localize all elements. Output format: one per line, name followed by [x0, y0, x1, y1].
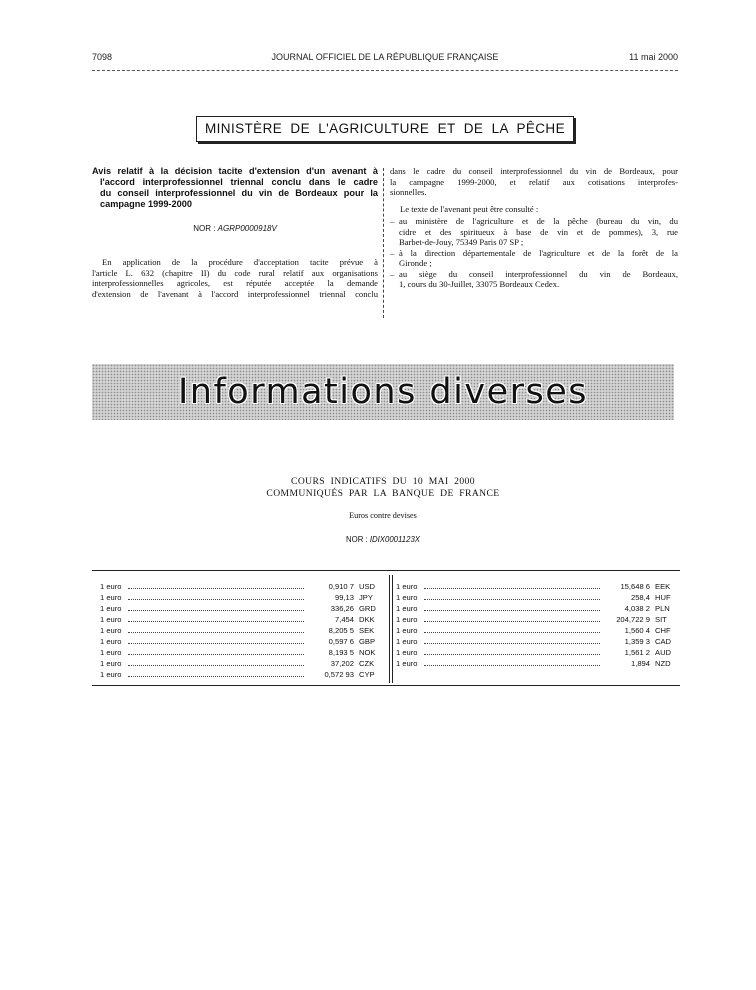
leader-dots: [424, 588, 600, 589]
avis-title-line: l'accord interprofessionnel triennal conclu dans le cadre: [100, 177, 378, 187]
list-dash: –: [390, 268, 395, 279]
rate-row: [100, 658, 376, 669]
rate-value: 0,597 6: [328, 637, 354, 646]
consult-item: [390, 216, 678, 248]
currency-code: EEK: [655, 582, 671, 591]
avis-body-line: interprofessionnelles agricoles, est réputée acceptée la demande: [92, 278, 378, 288]
rate-row: [100, 625, 376, 636]
leader-dots: [424, 643, 600, 644]
journal-title: JOURNAL OFFICIEL DE LA RÉPUBLIQUE FRANÇAISE: [271, 52, 499, 62]
leader-dots: [128, 643, 304, 644]
rate-label: 1 euro: [396, 648, 418, 657]
list-dash: –: [390, 216, 395, 226]
currency-code: PLN: [655, 604, 670, 613]
avis-title-line: campagne 1999-2000: [100, 199, 192, 209]
consult-list: [390, 216, 678, 290]
column-divider: [383, 168, 384, 318]
rate-label: 1 euro: [100, 626, 122, 635]
rate-value: 4,038 2: [624, 604, 650, 613]
rate-value: 1,560 4: [624, 626, 650, 635]
currency-code: HUF: [655, 593, 671, 602]
rate-row: [100, 669, 376, 680]
rate-value: 1,359 3: [624, 637, 650, 646]
avis-body-line: d'extension de l'avenant à l'accord interprofessionnel triennal conclu: [92, 288, 378, 299]
leader-dots: [424, 610, 600, 611]
ministry-title-box: [196, 116, 574, 142]
rate-value: 0,910 7: [328, 582, 354, 591]
currency-code: CZK: [359, 659, 375, 668]
currency-code: CHF: [655, 626, 671, 635]
rate-row: [396, 603, 672, 614]
rate-row: [396, 636, 672, 647]
rate-label: 1 euro: [396, 659, 418, 668]
rate-value: 8,205 5: [328, 626, 354, 635]
currency-code: AUD: [655, 648, 672, 657]
cours-subtitle: Euros contre devises: [349, 511, 417, 520]
rate-label: 1 euro: [396, 637, 418, 646]
rate-label: 1 euro: [100, 604, 122, 613]
rate-row: [396, 658, 672, 669]
banner-title: Informations diverses: [177, 372, 589, 412]
avis-continuation-line: sionnelles.: [390, 187, 427, 197]
rate-row: [396, 614, 672, 625]
nor-label: NOR :: [346, 535, 368, 544]
consult-item-line: à la direction départementale de l'agriculture et de la forêt de la: [399, 247, 678, 258]
avis-continuation-line: la campagne 1999-2000, et relatif aux cotisations interprofes-: [390, 176, 678, 187]
rate-row: [396, 647, 672, 658]
rate-value: 336,26: [330, 604, 354, 613]
cours-title-line2: COMMUNIQUÉS PAR LA BANQUE DE FRANCE: [266, 488, 500, 499]
avis-body: [92, 257, 378, 299]
rate-label: 1 euro: [100, 670, 122, 679]
header-rule: [92, 70, 678, 71]
cours-title-line1: COURS INDICATIFS DU 10 MAI 2000: [291, 476, 475, 487]
rate-row: [396, 581, 672, 592]
rates-table: [92, 570, 680, 686]
leader-dots: [128, 599, 304, 600]
right-column: [390, 166, 678, 290]
rate-row: [100, 614, 376, 625]
page-header: [92, 52, 678, 66]
section-banner: [92, 364, 674, 420]
leader-dots: [424, 654, 600, 655]
rate-value: 1,561 2: [624, 648, 650, 657]
currency-code: JPY: [359, 593, 373, 602]
currency-code: DKK: [359, 615, 375, 624]
rate-label: 1 euro: [396, 593, 418, 602]
rate-label: 1 euro: [100, 582, 122, 591]
rate-value: 37,202: [330, 659, 354, 668]
rate-row: [100, 592, 376, 603]
rate-label: 1 euro: [100, 659, 122, 668]
consult-item: [390, 248, 678, 269]
leader-dots: [128, 632, 304, 633]
currency-code: NZD: [655, 659, 671, 668]
rate-value: 8,193 5: [328, 648, 354, 657]
currency-code: USD: [359, 582, 376, 591]
rate-label: 1 euro: [100, 593, 122, 602]
leader-dots: [424, 599, 600, 600]
rate-value: 258,4: [630, 593, 650, 602]
currency-code: CYP: [359, 670, 375, 679]
cours-heading: [92, 476, 674, 546]
leader-dots: [424, 621, 600, 622]
leader-dots: [128, 588, 304, 589]
currency-code: NOK: [359, 648, 376, 657]
avis-continuation-line: dans le cadre du conseil interprofessionnel du vin de Bordeaux, pour: [390, 166, 678, 176]
rate-value: 0,572 93: [324, 670, 354, 679]
rate-row: [396, 592, 672, 603]
rates-column-right: [396, 581, 672, 669]
leader-dots: [424, 665, 600, 666]
rate-row: [100, 581, 376, 592]
rate-row: [100, 647, 376, 658]
page-number: 7098: [92, 52, 113, 62]
rate-value: 204,722 9: [616, 615, 650, 624]
avis-nor: [92, 224, 378, 233]
rates-column-divider: [389, 575, 393, 683]
rate-value: 99,13: [334, 593, 354, 602]
leader-dots: [424, 632, 600, 633]
rate-label: 1 euro: [396, 582, 418, 591]
consult-item: [390, 269, 678, 290]
publication-date: 11 mai 2000: [629, 52, 678, 62]
rate-label: 1 euro: [396, 626, 418, 635]
consult-item-line: au ministère de l'agriculture et de la pêche (bureau du vin, du: [399, 216, 678, 226]
list-dash: –: [390, 247, 395, 258]
rate-label: 1 euro: [100, 637, 122, 646]
currency-code: SIT: [655, 615, 667, 624]
rate-label: 1 euro: [396, 615, 418, 624]
rate-row: [100, 636, 376, 647]
rate-row: [396, 625, 672, 636]
leader-dots: [128, 621, 304, 622]
consult-item-line: Gironde ;: [399, 258, 432, 268]
leader-dots: [128, 665, 304, 666]
rate-label: 1 euro: [100, 615, 122, 624]
avis-title-line: du conseil interprofessionnel du vin de Bordeaux pour la: [100, 188, 378, 198]
leader-dots: [128, 676, 304, 677]
left-column: [92, 166, 378, 299]
consult-item-line: Barbet-de-Jouy, 75349 Paris 07 SP ;: [399, 237, 524, 247]
rate-value: 1,894: [630, 659, 650, 668]
nor-code: IDIX0001123X: [369, 535, 420, 544]
consult-item-line: au siège du conseil interprofessionnel du vin de Bordeaux,: [399, 268, 678, 279]
leader-dots: [128, 654, 304, 655]
rate-label: 1 euro: [100, 648, 122, 657]
rate-row: [100, 603, 376, 614]
avis-body-line: l'article L. 632 (chapitre II) du code rural relatif aux organisations: [92, 267, 378, 278]
consult-intro: Le texte de l'avenant peut être consulté :: [400, 203, 539, 214]
rate-value: 7,454: [334, 615, 354, 624]
currency-code: CAD: [655, 637, 672, 646]
rate-label: 1 euro: [396, 604, 418, 613]
cours-nor: [92, 534, 674, 546]
leader-dots: [128, 610, 304, 611]
rates-column-left: [100, 581, 376, 680]
currency-code: SEK: [359, 626, 375, 635]
consult-item-line: 1, cours du 30-Juillet, 33075 Bordeaux Cedex.: [399, 279, 560, 289]
avis-title: [92, 166, 378, 210]
nor-code: AGRP0000918V: [217, 224, 277, 233]
currency-code: GBP: [359, 637, 376, 646]
consult-item-line: cidre et des spiritueux à base de vin et de pommes), 3, rue: [399, 226, 678, 237]
avis-title-line: Avis relatif à la décision tacite d'extension d'un avenant à: [92, 166, 378, 176]
rate-value: 15,648 6: [620, 582, 650, 591]
ministry-title: MINISTÈRE DE L'AGRICULTURE ET DE LA PÊCHE: [205, 121, 565, 136]
avis-body-line: En application de la procédure d'acceptation tacite prévue à: [102, 257, 378, 267]
nor-label: NOR :: [193, 224, 216, 233]
currency-code: GRD: [359, 604, 376, 613]
